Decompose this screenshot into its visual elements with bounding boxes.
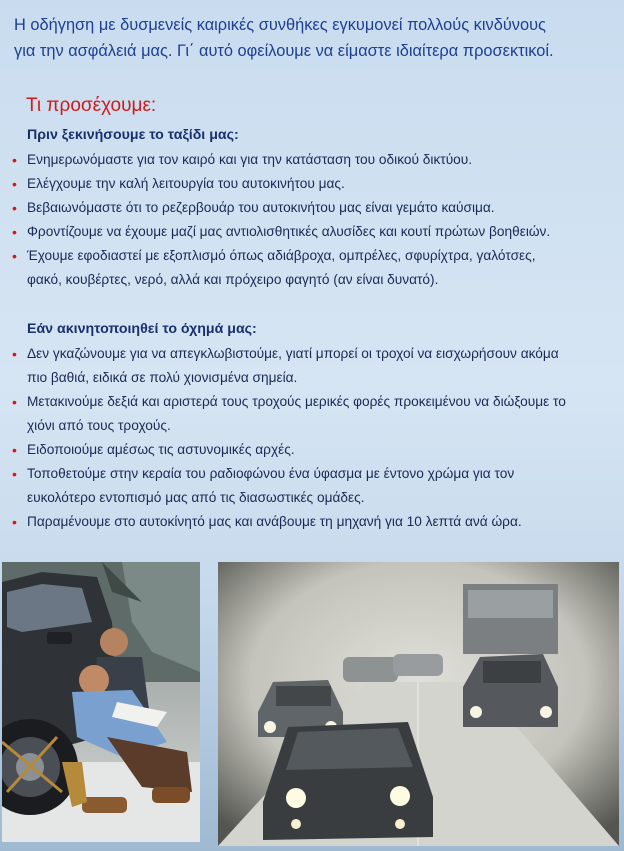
list-item: • Ενημερωνόμαστε για τον καιρό και για την κατάσταση του οδικού δικτύου. bbox=[0, 148, 610, 172]
list-item: • Παραμένουμε στο αυτοκίνητό μας και ανάβουμε τη μηχανή για 10 λεπτά ανά ώρα. bbox=[0, 510, 610, 534]
list-item: • Δεν γκαζώνουμε για να απεγκλωβιστούμε, γιατί μπορεί οι τροχοί να εισχωρήσουν ακόμα bbox=[0, 342, 610, 366]
list-item-continuation: ευκολότερο εντοπισμό μας από τις διασωστικές ομάδες. bbox=[27, 490, 365, 505]
intro-paragraph bbox=[14, 12, 614, 64]
list-item: • Βεβαιωνόμαστε ότι το ρεζερβουάρ του αυτοκινήτου μας είναι γεμάτο καύσιμα. bbox=[0, 196, 610, 220]
list-item-continuation: χιόνι από τους τροχούς. bbox=[27, 418, 171, 433]
list-item-continuation: πιο βαθιά, ειδικά σε πολύ χιονισμένα σημεία. bbox=[27, 370, 298, 385]
list-item: • Ειδοποιούμε αμέσως τις αστυνομικές αρχές. bbox=[0, 438, 610, 462]
list-item: • Έχουμε εφοδιαστεί με εξοπλισμό όπως αδιάβροχα, ομπρέλες, σφυρίχτρα, γαλότσες, bbox=[0, 244, 610, 268]
immobilized-heading: Εάν ακινητοποιηθεί το όχημά μας: bbox=[27, 321, 257, 337]
list-item-continuation: φακό, κουβέρτες, νερό, αλλά και πρόχειρο φαγητό (αν είναι δυνατό). bbox=[27, 272, 439, 287]
list-item: • Τοποθετούμε στην κεραία του ραδιοφώνου ένα ύφασμα με έντονο χρώμα για τον bbox=[0, 462, 610, 486]
list-item: • Μετακινούμε δεξιά και αριστερά τους τροχούς μερικές φορές προκειμένου να διώξουμε το bbox=[0, 390, 610, 414]
list-item: • Ελέγχουμε την καλή λειτουργία του αυτοκινήτου μας. bbox=[0, 172, 610, 196]
intro-line-2: για την ασφάλειά μας. Γι΄ αυτό οφείλουμε να είμαστε ιδιαίτερα προσεκτικοί. bbox=[14, 42, 554, 60]
section-title: Τι προσέχουμε: bbox=[26, 95, 157, 116]
before-trip-list bbox=[0, 148, 610, 292]
snow-chains-photo bbox=[2, 562, 200, 842]
snowstorm-road-illustration bbox=[218, 562, 619, 846]
immobilized-list bbox=[0, 342, 610, 534]
snowstorm-road-photo bbox=[218, 562, 619, 846]
intro-line-1: Η οδήγηση με δυσμενείς καιρικές συνθήκες εγκυμονεί πολλούς κινδύνους bbox=[14, 16, 546, 34]
snow-chains-illustration bbox=[2, 562, 200, 842]
list-item: • Φροντίζουμε να έχουμε μαζί μας αντιολισθητικές αλυσίδες και κουτί πρώτων βοηθειών. bbox=[0, 220, 610, 244]
before-trip-heading: Πριν ξεκινήσουμε το ταξίδι μας: bbox=[27, 127, 239, 143]
